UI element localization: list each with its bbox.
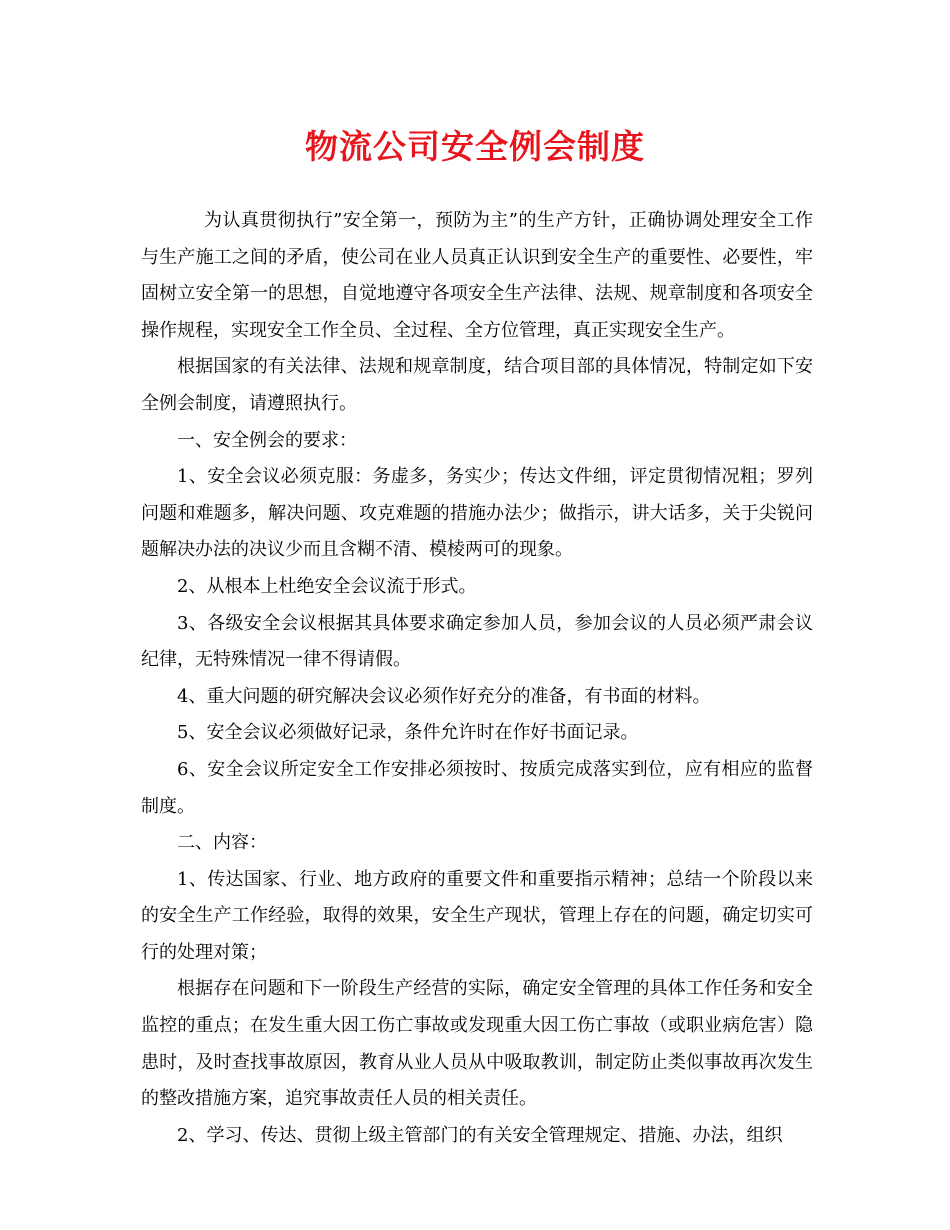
section-heading-content: 二、内容： bbox=[177, 832, 267, 854]
paragraph-requirement-1: 1、安全会议必须克服：务虚多，务实少；传达文件细，评定贯彻情况粗；罗列问题和难题多，解决问题、攻克难题的措施办法少；做指示，讲大话多，关于尖锐问题解决办法的决议少而且含糊不清、模棱两可的现象。 bbox=[141, 466, 813, 561]
paragraph-content-1-continued: 根据存在问题和下一阶段生产经营的实际，确定安全管理的具体工作任务和安全监控的重点；在发生重大因工伤亡事故或发现重大因工伤亡事故（或职业病危害）隐患时，及时查找事故原因，教育从业人员从中吸取教训，制定防止类似事故再次发生的整改措施方案，追究事故责任人员的相关责任。 bbox=[141, 978, 813, 1110]
paragraph-requirement-2: 2、从根本上杜绝安全会议流于形式。 bbox=[177, 575, 477, 597]
paragraph-basis: 根据国家的有关法律、法规和规章制度，结合项目部的具体情况，特制定如下安全例会制度，请遵照执行。 bbox=[141, 356, 813, 414]
paragraph-content-1: 1、传达国家、行业、地方政府的重要文件和重要指示精神；总结一个阶段以来的安全生产工作经验，取得的效果，安全生产现状，管理上存在的问题，确定切实可行的处理对策； bbox=[141, 868, 813, 963]
paragraph-requirement-3: 3、各级安全会议根据其具体要求确定参加人员，参加会议的人员必须严肃会议纪律，无特殊情况一律不得请假。 bbox=[141, 612, 813, 671]
paragraph-intro: 为认真贯彻执行”安全第一，预防为主”的生产方针，正确协调处理安全工作与生产施工之间的矛盾，使公司在业人员真正认识到安全生产的重要性、必要性，牢固树立安全第一的思想，自觉地遵守各项安全生产法律、法规、规章制度和各项安全操作规程，实现安全工作全员、全过程、全方位管理，真正实现安全生产。 bbox=[141, 210, 813, 341]
section-heading-requirements: 一、安全例会的要求： bbox=[177, 429, 357, 451]
document-title: 物流公司安全例会制度 bbox=[305, 127, 645, 166]
paragraph-requirement-5: 5、安全会议必须做好记录，条件允许时在作好书面记录。 bbox=[177, 722, 639, 744]
paragraph-requirement-6: 6、安全会议所定安全工作安排必须按时、按质完成落实到位，应有相应的监督制度。 bbox=[141, 758, 813, 817]
paragraph-requirement-4: 4、重大问题的研究解决会议必须作好充分的准备，有书面的材料。 bbox=[177, 685, 711, 707]
document-body bbox=[141, 203, 813, 1154]
paragraph-content-2: 2、学习、传达、贯彻上级主管部门的有关安全管理规定、措施、办法，组织 bbox=[177, 1124, 783, 1146]
